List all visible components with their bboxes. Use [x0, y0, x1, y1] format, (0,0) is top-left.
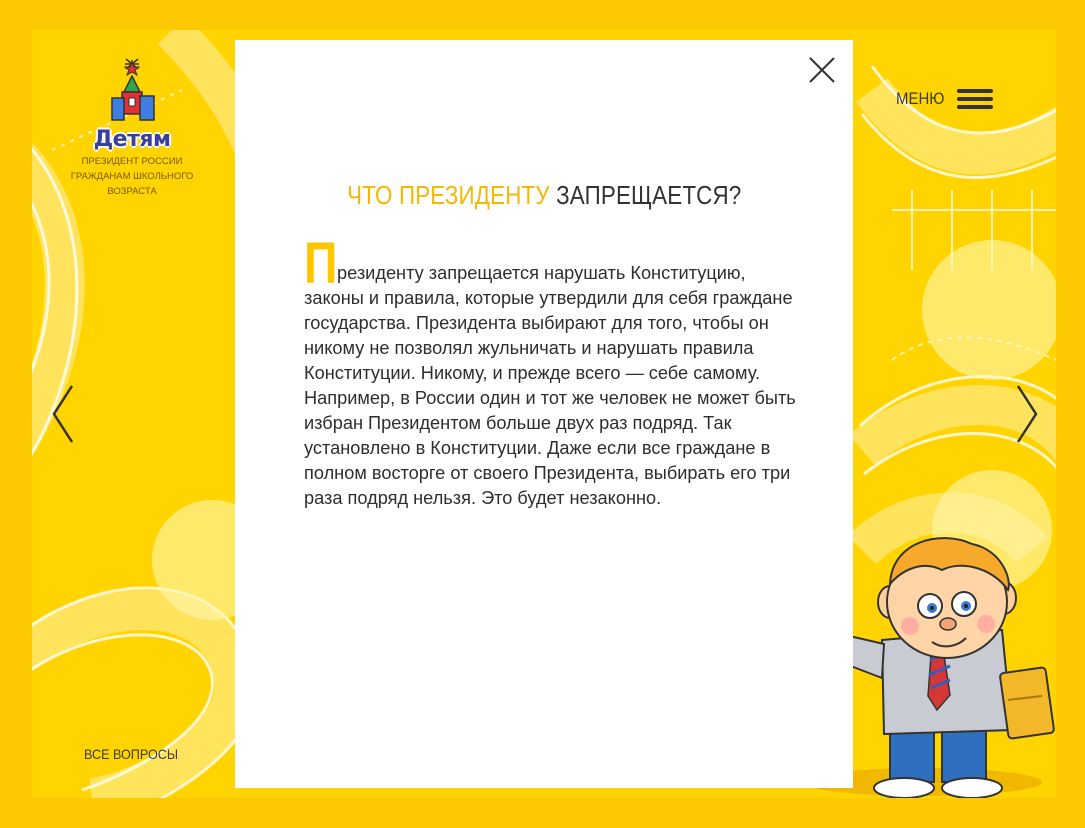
hamburger-icon: [957, 89, 993, 109]
question-modal: [235, 40, 853, 788]
prev-button[interactable]: [50, 384, 76, 444]
logo-subtitle: ПРЕЗИДЕНТ РОССИИ ГРАЖДАНАМ ШКОЛЬНОГО ВОЗРАСТА: [70, 156, 194, 197]
next-button[interactable]: [1014, 384, 1040, 444]
title-rest: ЗАПРЕЩАЕТСЯ?: [549, 180, 742, 210]
answer-paragraph-1: резиденту запрещается нарушать Конституцию, законы и правила, которые утвердили для себя граждане государства. Президента выбирают для того, чтобы он никому не позволял жульничать и нарушать правила Конституции. Никому, и прежде всего — себе самому.: [304, 263, 793, 383]
all-questions-link[interactable]: ВСЕ ВОПРОСЫ: [84, 746, 179, 762]
drop-cap: П: [304, 231, 338, 296]
kremlin-tower-logo-icon: [92, 58, 172, 128]
menu-button[interactable]: [896, 88, 993, 110]
logo-word: Детям: [93, 127, 171, 152]
answer-text: [304, 231, 804, 511]
close-button[interactable]: [809, 57, 835, 83]
answer-paragraph-2: Например, в России один и тот же человек не может быть избран Президентом больше двух раз подряд. Так установлено в Конституции. Даже если все граждане в полном восторге от своего Президента, выбирать его три раза подряд нельзя. Это будет незаконно.: [304, 388, 796, 508]
close-icon: [809, 57, 835, 83]
page-frame: [32, 30, 1056, 798]
title-accent: ЧТО ПРЕЗИДЕНТУ: [346, 180, 550, 210]
menu-label: МЕНЮ: [896, 89, 945, 108]
chevron-right-icon: [1014, 384, 1040, 444]
logo[interactable]: [64, 58, 200, 199]
chevron-left-icon: [50, 384, 76, 444]
modal-title: [235, 180, 853, 211]
